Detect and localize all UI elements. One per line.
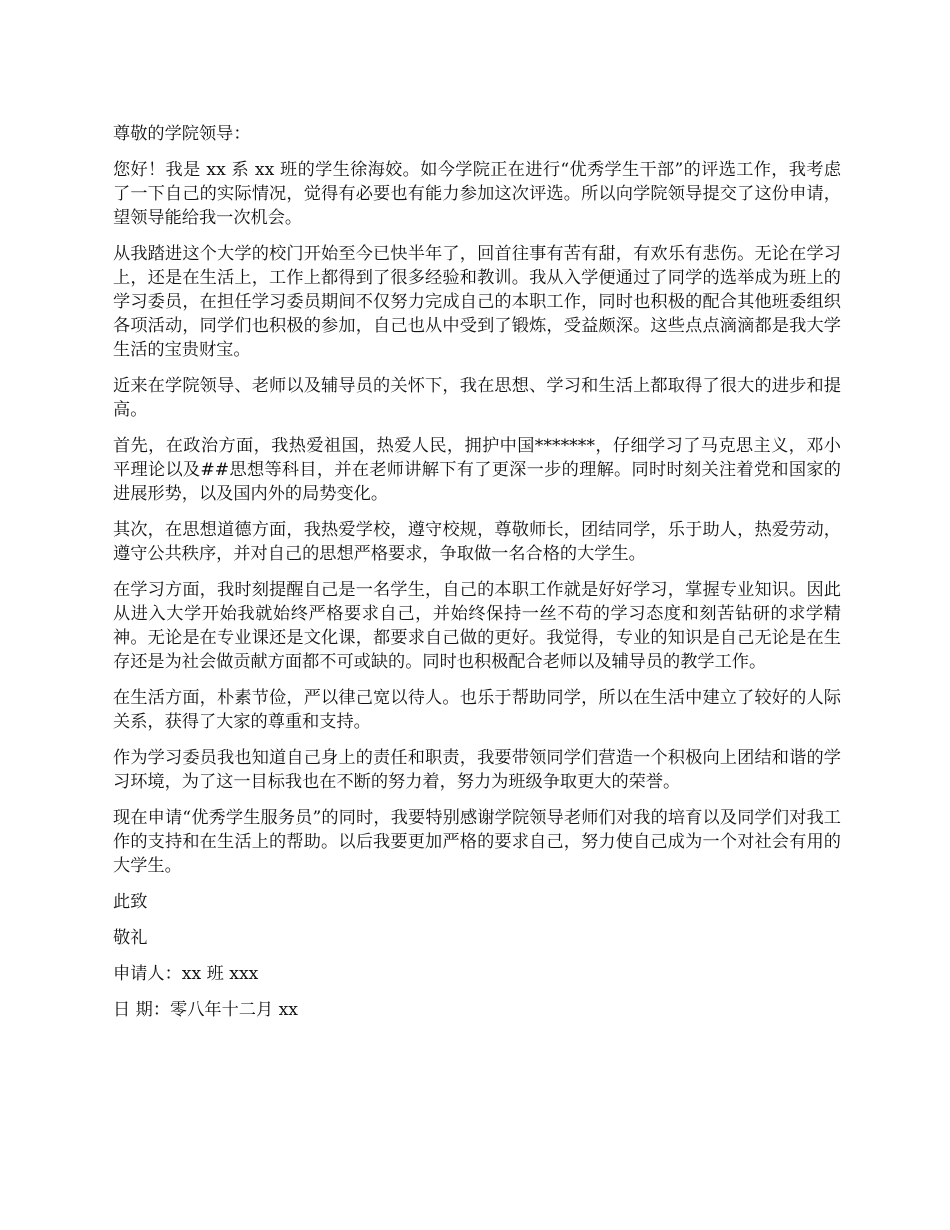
paragraph-greeting: 您好！我是 xx 系 xx 班的学生徐海姣。如今学院正在进行“优秀学生干部”的评选工作，我考虑了一下自己的实际情况，觉得有必要也有能力参加这次评选。所以向学院领导提交了这份申请，望领导能给我一次机会。 <box>113 160 842 228</box>
paragraph-progress: 近来在学院领导、老师以及辅导员的关怀下，我在思想、学习和生活上都取得了很大的进步和提高。 <box>113 376 841 420</box>
paragraph-study: 在学习方面，我时刻提醒自己是一名学生，自己的本职工作就是好好学习，掌握专业知识。因此从进入大学开始我就始终严格要求自己，并始终保持一丝不苟的学习态度和刻苦钻研的求学精神。无论是在专业课还是文化课，都要求自己做的更好。我觉得，专业的知识是自己无论是在生存还是为社会做贡献方面都不可或缺的。同时也积极配合老师以及辅导员的教学工作。 <box>113 580 841 672</box>
letter-date: 日 期：零八年十二月 xx <box>113 1000 299 1020</box>
closing-jingli: 敬礼 <box>113 928 148 948</box>
paragraph-moral: 其次，在思想道德方面，我热爱学校，遵守校规，尊敬师长，团结同学，乐于助人，热爱劳动，遵守公共秩序，并对自己的思想严格要求，争取做一名合格的大学生。 <box>113 520 841 564</box>
letter-page <box>113 122 841 1034</box>
closing-zhici: 此致 <box>113 892 148 912</box>
paragraph-responsibility: 作为学习委员我也知道自己身上的责任和职责，我要带领同学们营造一个积极向上团结和谐的学习环境，为了这一目标我也在不断的努力着，努力为班级争取更大的荣誉。 <box>113 748 841 792</box>
paragraph-life: 在生活方面，朴素节俭，严以律己宽以待人。也乐于帮助同学，所以在生活中建立了较好的人际关系，获得了大家的尊重和支持。 <box>113 688 841 732</box>
paragraph-experience: 从我踏进这个大学的校门开始至今已快半年了，回首往事有苦有甜，有欢乐有悲伤。无论在学习上，还是在生活上，工作上都得到了很多经验和教训。我从入学便通过了同学的选举成为班上的学习委员，在担任学习委员期间不仅努力完成自己的本职工作，同时也积极的配合其他班委组织各项活动，同学们也积极的参加，自己也从中受到了锻炼，受益颇深。这些点点滴滴都是我大学生活的宝贵财宝。 <box>113 244 841 360</box>
salutation: 尊敬的学院领导： <box>113 124 251 144</box>
paragraph-political: 首先，在政治方面，我热爱祖国，热爱人民，拥护中国*******，仔细学习了马克思主义，邓小平理论以及##思想等科目，并在老师讲解下有了更深一步的理解。同时时刻关注着党和国家的进展形势，以及国内外的局势变化。 <box>113 436 841 504</box>
applicant-signature: 申请人：xx 班 xxx <box>113 964 259 984</box>
paragraph-gratitude: 现在申请“优秀学生服务员”的同时，我要特别感谢学院领导老师们对我的培育以及同学们对我工作的支持和在生活上的帮助。以后我要更加严格的要求自己，努力使自己成为一个对社会有用的大学生。 <box>113 808 841 876</box>
